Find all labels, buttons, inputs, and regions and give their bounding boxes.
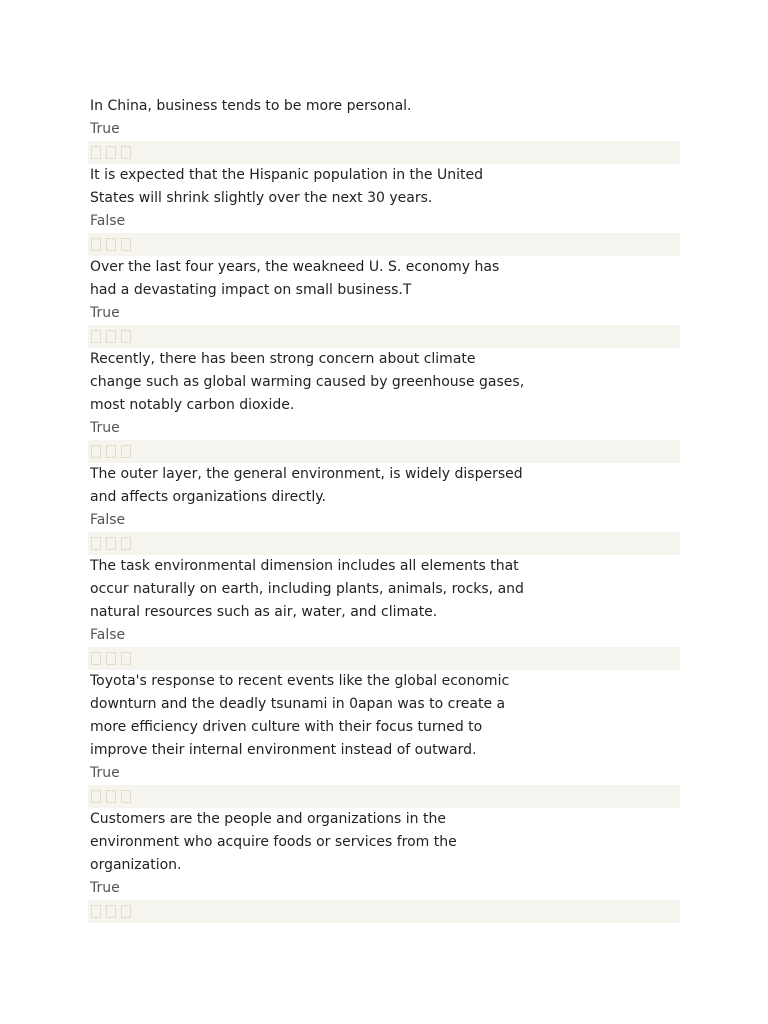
placeholder-box-icon [121,790,131,803]
answer-box-bar [88,325,680,348]
placeholder-box-icon [106,652,116,665]
answer-box-bar [88,532,680,555]
question-item [90,555,680,670]
placeholder-box-icon [121,652,131,665]
placeholder-box-icon [91,537,101,550]
answer-text: False [90,213,126,229]
question-item [90,808,680,923]
question-text: Over the last four years, the weakneed U. S. economy has had a devastating impact on small business.T [90,259,500,298]
question-item [90,463,680,555]
placeholder-box-icon [91,146,101,159]
answer-box-bar [88,233,680,256]
placeholder-box-icon [91,790,101,803]
question-text: In China, business tends to be more personal. [90,98,412,114]
placeholder-box-icon [121,238,131,251]
question-item [90,164,680,256]
placeholder-box-icon [91,238,101,251]
placeholder-box-icon [106,330,116,343]
placeholder-box-icon [121,905,131,918]
question-item [90,256,680,348]
question-item [90,348,680,463]
placeholder-box-icon [121,146,131,159]
placeholder-box-icon [91,330,101,343]
question-text: It is expected that the Hispanic population in the United States will shrink slightly over the next 30 years. [90,167,483,206]
answer-box-bar [88,900,680,923]
placeholder-box-icon [121,445,131,458]
answer-box-bar [88,141,680,164]
answer-text: False [90,512,126,528]
answer-text: True [90,305,120,321]
answer-text: True [90,880,120,896]
answer-text: True [90,765,120,781]
question-text: The task environmental dimension includes all elements that occur naturally on earth, including plants, animals, rocks, and natural resources such as air, water, and climate. [90,558,524,620]
placeholder-box-icon [121,537,131,550]
placeholder-box-icon [121,330,131,343]
placeholder-box-icon [106,905,116,918]
answer-box-bar [88,647,680,670]
question-text: The outer layer, the general environment, is widely dispersed and affects organizations directly. [90,466,523,505]
answer-box-bar [88,785,680,808]
placeholder-box-icon [106,537,116,550]
placeholder-box-icon [106,790,116,803]
placeholder-box-icon [91,905,101,918]
placeholder-box-icon [91,445,101,458]
answer-box-bar [88,440,680,463]
placeholder-box-icon [106,445,116,458]
placeholder-box-icon [91,652,101,665]
placeholder-box-icon [106,146,116,159]
question-text: Recently, there has been strong concern about climate change such as global warming caused by greenhouse gases, most notably carbon dioxide. [90,351,525,413]
question-list [90,95,680,923]
question-item [90,670,680,808]
question-item [90,95,680,164]
question-text: Toyota's response to recent events like the global economic downturn and the deadly tsunami in 0apan was to create a more efficiency driven culture with their focus turned to improve their internal environment instead of outward. [90,673,510,758]
question-text: Customers are the people and organizations in the environment who acquire foods or services from the organization. [90,811,457,873]
answer-text: True [90,420,120,436]
answer-text: False [90,627,126,643]
answer-text: True [90,121,120,137]
placeholder-box-icon [106,238,116,251]
